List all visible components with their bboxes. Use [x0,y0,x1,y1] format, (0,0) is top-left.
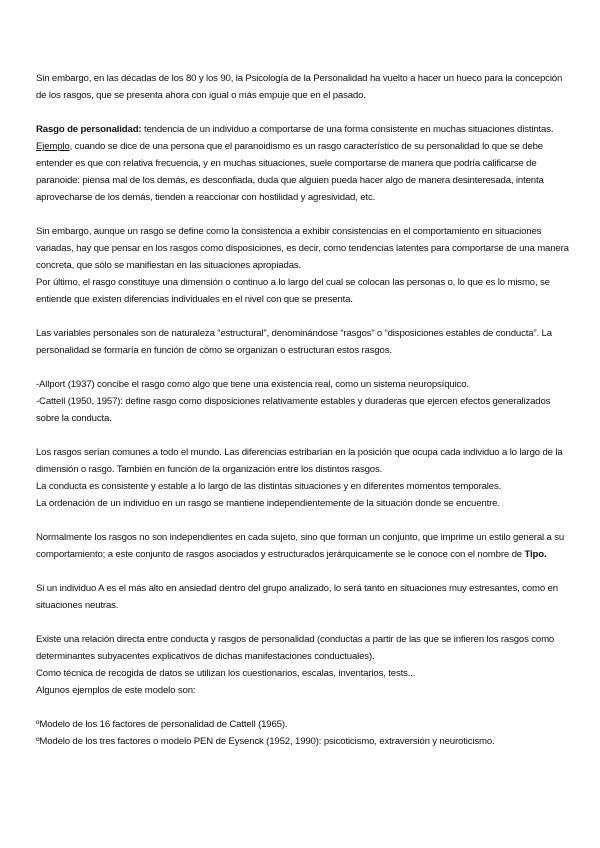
example-label: Ejemplo [36,141,70,152]
example-text: , cuando se dice de una persona que el paranoidismo es un rasgo característico de su personalidad lo que se debe entender es que con relativa frecuencia, y en muchas situaciones, suele comportarse de manera que podría calificarse de paranoide: piensa mal de los demás, es desconfiada, duda que alguien pueda hacer algo de manera desinteresada, intenta aprovecharse de los demás, tienden a reaccionar con hostilidad y agresividad, etc. [36,141,544,203]
paragraph-anxiety-example: Si un individuo A es el más alto en ansiedad dentro del grupo analizado, lo será tanto en situaciones muy estresantes, como en situaciones neutras. [36,583,558,611]
allport-item: -Allport (1937) concibe el rasgo como algo que tiene una existencia real, como un sistema neuropsíquico. [36,379,469,390]
relation-text: Existe una relación directa entre conducta y rasgos de personalidad (conductas a partir de las que se infieren los rasgos como determinantes subyacentes explicativos de dichas manifestaciones conductuales). [36,634,555,662]
paragraph-authors [36,376,570,427]
technique-text: Como técnica de recogida de datos se utilizan los cuestionarios, escalas, inventarios, tests... [36,668,416,679]
definition-line [36,121,570,138]
dimension-text: Por último, el rasgo constituye una dimensión o continuo a lo largo del cual se colocan las personas o, lo que es lo mismo, se entiende que existen diferencias individuales en el nivel con que se presenta. [36,277,550,305]
model-eysenck: ºModelo de los tres factores o modelo PEN de Eysenck (1952, 1990): psicoticismo, extraversión y neuroticismo. [36,736,495,747]
definition-text: tendencia de un individuo a comportarse de una forma consistente en muchas situaciones distintas. [141,124,554,135]
paragraph-common-traits [36,444,570,512]
paragraph-intro: Sin embargo, en las décadas de los 80 y los 90, la Psicología de la Personalidad ha vuelto a hacer un hueco para la concepción de los rasgos, que se presenta ahora con igual o más empuje que en el pasado. [36,73,563,101]
document-body [36,70,570,767]
common-traits-text: Los rasgos serían comunes a todo el mundo. Las diferencias estribarían en la posición que ocupa cada individuo a lo largo de la dimensión o rasgo. También en función de la organización entre los distintos rasgos. [36,447,563,475]
cattell-item: -Cattell (1950, 1957): define rasgo como disposiciones relativamente estables y duraderas que ejercen efectos generalizados sobre la conducta. [36,396,551,424]
tipo-text: Normalmente los rasgos no son independientes en cada sujeto, sino que forman un conjunto, que imprime un estilo general a su comportamiento; a este conjunto de rasgos asociados y estructurados jerárquicamente se le conoce con el nombre de [36,532,565,560]
paragraph-structural-variables: Las variables personales son de naturaleza “estructural”, denominándose “rasgos” o “disposiciones estables de conducta”. La personalidad se formaría en función de cómo se organizan o estructuran estos rasgos. [36,328,552,356]
model-cattell: ºModelo de los 16 factores de personalidad de Cattell (1965). [36,719,288,730]
consistency-text: La conducta es consistente y estable a lo largo de las distintas situaciones y en diferentes momentos temporales. [36,481,502,492]
example-line [36,138,570,206]
term-tipo: Tipo. [524,549,547,560]
paragraph-tipo [36,529,570,563]
dispositions-text: Sin embargo, aunque un rasgo se define como la consistencia a exhibir consistencias en el comportamiento en situaciones variadas, hay que pensar en los rasgos como disposiciones, es decir, como tendencias latentes para comportarse de una manera concreta, que sólo se manifiestan en las situaciones apropiadas. [36,226,569,271]
term-rasgo-de-personalidad: Rasgo de personalidad: [36,124,142,135]
paragraph-models [36,716,570,750]
paragraph-methods [36,631,570,699]
paragraph-trait-definition [36,121,570,206]
examples-intro: Algunos ejemplos de este modelo son: [36,685,196,696]
ordering-text: La ordenación de un individuo en un rasgo se mantiene independientemente de la situación donde se encuentre. [36,498,500,509]
paragraph-dispositions [36,223,570,308]
